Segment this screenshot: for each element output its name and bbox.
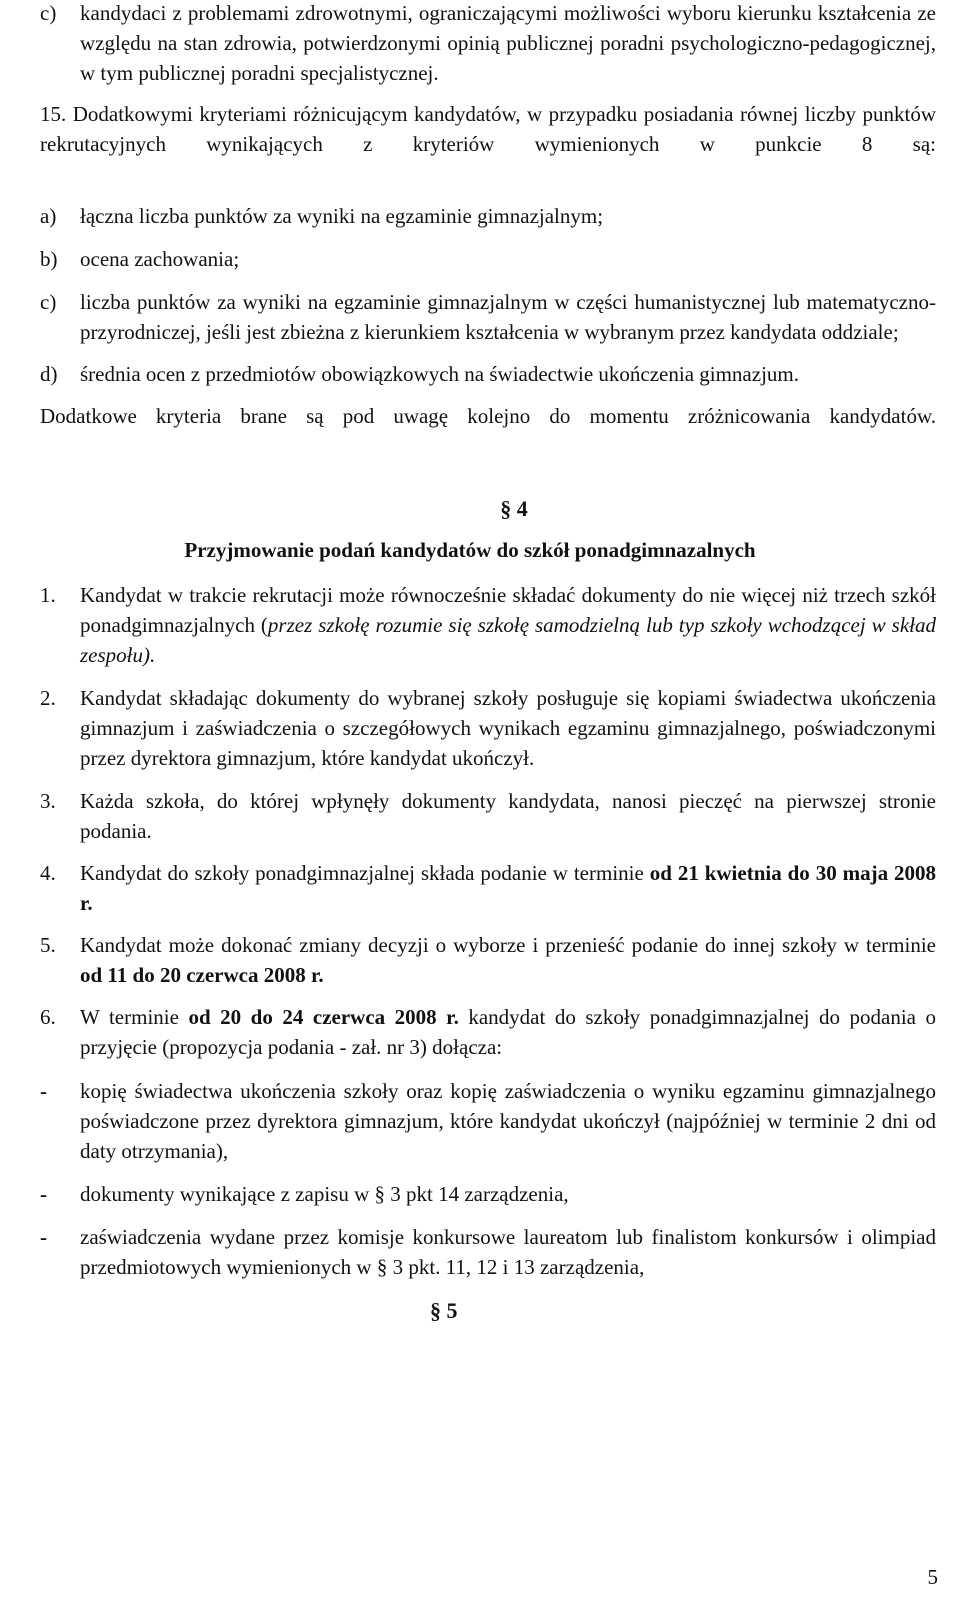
list-label: c) xyxy=(40,1,57,25)
point-15 xyxy=(40,99,936,189)
point-text: W terminie xyxy=(80,1005,189,1029)
point-2 xyxy=(40,683,936,773)
criterion-c-continued xyxy=(40,0,936,88)
section-5-mark xyxy=(40,1296,936,1326)
list-label: d) xyxy=(40,362,58,386)
criterion-d xyxy=(40,359,936,389)
list-text: kandydaci z problemami zdrowotnymi, ograniczającymi możliwości wyboru kierunku kształcenia ze względu na stan zdrowia, potwierdzonymi opinią publicznej poradni psychologiczno-pedagogicznej, w tym publicznej poradni specjalistycznej. xyxy=(80,1,936,85)
point-date-range: od 20 do 24 czerwca 2008 r. xyxy=(188,1005,459,1029)
section-4-mark xyxy=(40,494,936,524)
point-1 xyxy=(40,580,936,670)
point-label: 4. xyxy=(40,861,56,885)
criterion-a xyxy=(40,201,936,231)
point-6 xyxy=(40,1002,936,1062)
point-text: Kandydat składając dokumenty do wybranej szkoły posługuje się kopiami świadectwa ukończenia gimnazjum i zaświadczenia o szczegółowych wynikach egzaminu gimnazjalnego, poświadczonymi przez dyrektora gimnazjum, które kandydat ukończył. xyxy=(80,686,936,770)
list-text: ocena zachowania; xyxy=(80,247,240,271)
document-page xyxy=(40,0,936,1326)
point-label: 2. xyxy=(40,686,56,710)
attachment-item xyxy=(40,1076,936,1166)
point-text: kandydat do szkoły ponadgimnazjalnej do podania o przyjęcie (propozycja podania - zał. nr 3) dołącza: xyxy=(80,1005,936,1059)
page-number: 5 xyxy=(927,1565,938,1589)
criterion-b xyxy=(40,244,936,274)
point-5 xyxy=(40,930,936,990)
point-text: Kandydat do szkoły ponadgimnazjalnej składa podanie w terminie xyxy=(80,861,650,885)
point-date-range: od 11 do 20 czerwca 2008 r. xyxy=(80,963,324,987)
point-label: 5. xyxy=(40,933,56,957)
criteria-closing: Dodatkowe kryteria brane są pod uwagę kolejno do momentu zróżnicowania kandydatów. xyxy=(40,404,936,428)
point-text: Kandydat może dokonać zmiany decyzji o wyborze i przenieść podanie do innej szkoły w terminie xyxy=(80,933,936,957)
attachment-item xyxy=(40,1222,936,1282)
point-15-text xyxy=(40,99,936,189)
list-label: c) xyxy=(40,290,57,314)
section-number: 5 xyxy=(446,1298,458,1323)
criterion-c xyxy=(40,287,936,347)
point-15-body: Dodatkowymi kryteriami różnicującym kandydatów, w przypadku posiadania równej liczby punktów rekrutacyjnych wynikających z kryteriów wymienionych w punkcie 8 są: xyxy=(40,102,936,156)
dash-label: - xyxy=(40,1225,47,1249)
list-text: średnia ocen z przedmiotów obowiązkowych na świadectwie ukończenia gimnazjum. xyxy=(80,362,799,386)
point-label: 1. xyxy=(40,583,56,607)
point-3 xyxy=(40,786,936,846)
point-date-range: od 21 kwietnia do 30 maja 2008 r. xyxy=(80,861,936,915)
list-text: łączna liczba punktów za wyniki na egzaminie gimnazjalnym; xyxy=(80,204,604,228)
point-label: 3. xyxy=(40,789,56,813)
section-number: 4 xyxy=(516,496,528,521)
list-label: b) xyxy=(40,247,58,271)
section-symbol: § xyxy=(430,1298,441,1323)
attachment-text: zaświadczenia wydane przez komisje konkursowe laureatom lub finalistom konkursów i olimpiad przedmiotowych wymienionych w § 3 pkt. 11, 12 i 13 zarządzenia, xyxy=(80,1225,936,1279)
dash-label: - xyxy=(40,1182,47,1206)
attachment-text: kopię świadectwa ukończenia szkoły oraz kopię zaświadczenia o wyniku egzaminu gimnazjalnego poświadczone przez dyrektora gimnazjum, które kandydat ukończył (najpóźniej w terminie 2 dni od daty otrzymania), xyxy=(80,1079,936,1163)
section-4-title: Przyjmowanie podań kandydatów do szkół ponadgimnazalnych xyxy=(184,538,756,562)
list-text: liczba punktów za wyniki na egzaminie gimnazjalnym w części humanistycznej lub matematyczno-przyrodniczej, jeśli jest zbieżna z kierunkiem kształcenia w wybranym przez kandydata oddziale; xyxy=(80,290,936,344)
point-text: Każda szkoła, do której wpłynęły dokumenty kandydata, nanosi pieczęć na pierwszej stronie podania. xyxy=(80,789,936,843)
point-text: Kandydat w trakcie rekrutacji może równocześnie składać dokumenty do nie więcej niż trzech szkół ponadgimnazjalnych ( xyxy=(80,583,936,637)
attachment-text: dokumenty wynikające z zapisu w § 3 pkt 14 zarządzenia, xyxy=(80,1182,569,1206)
list-label: a) xyxy=(40,204,57,228)
section-symbol: § xyxy=(500,496,512,521)
attachment-item xyxy=(40,1179,936,1209)
point-4 xyxy=(40,858,936,918)
point-label: 6. xyxy=(40,1005,56,1029)
point-15-label: 15. xyxy=(40,102,67,126)
point-italic-text: przez szkołę rozumie się szkołę samodzielną lub typ szkoły wchodzącej w skład zespołu). xyxy=(80,613,936,667)
dash-label: - xyxy=(40,1079,47,1103)
